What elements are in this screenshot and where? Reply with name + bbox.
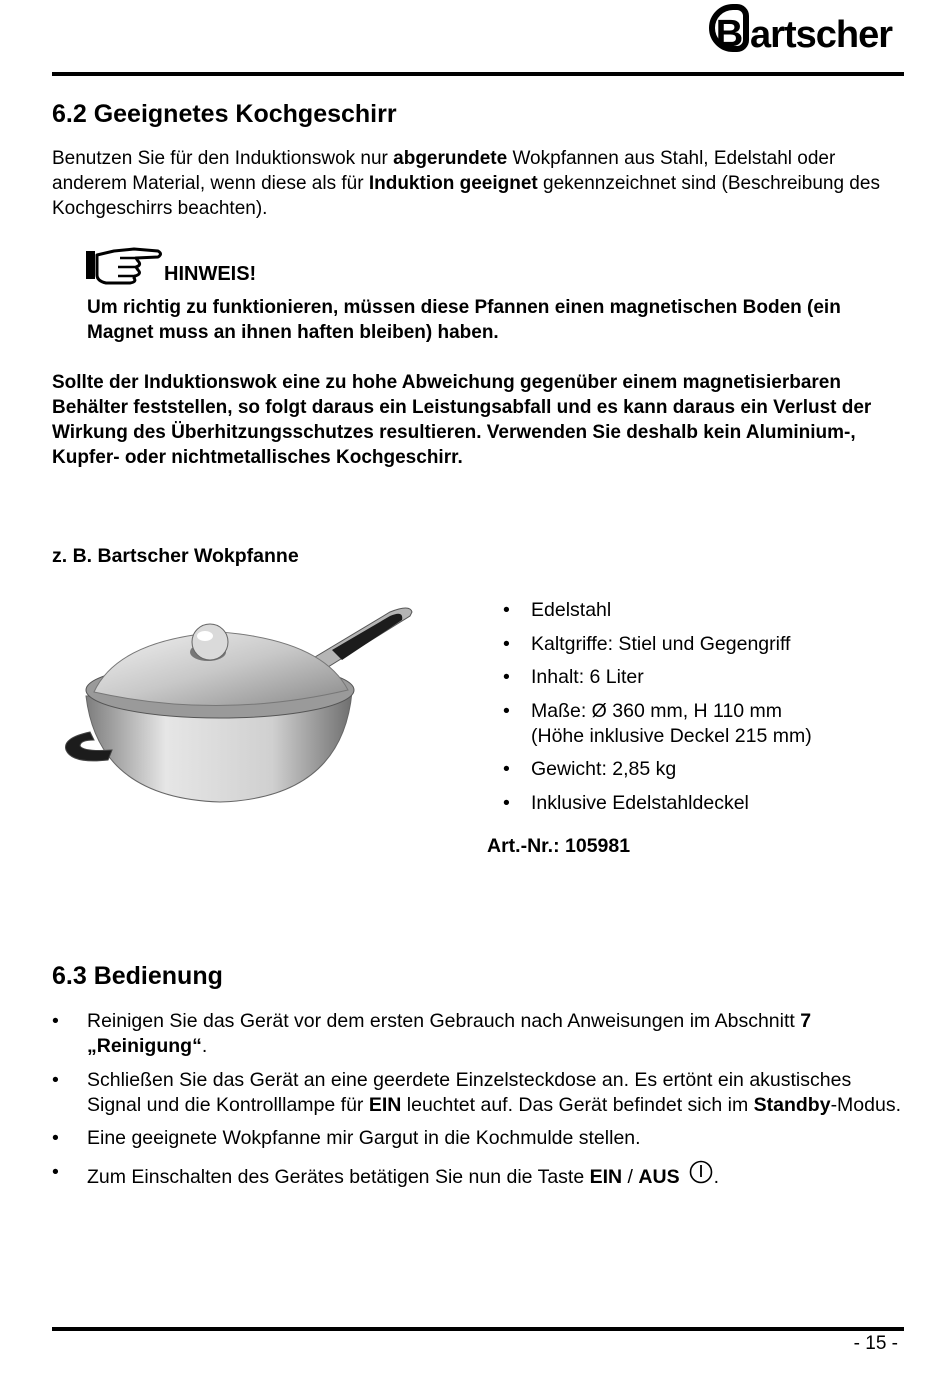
bullet-icon: • <box>503 632 510 655</box>
item-bold: EIN <box>589 1165 623 1188</box>
feature-item <box>503 598 812 623</box>
item-text: Eine geeignete Wokpfanne mir Gargut in die Kochmulde stellen. <box>87 1127 641 1149</box>
item-text: Zum Einschalten des Gerätes betätigen Sie nun die Taste <box>87 1165 590 1188</box>
item-bold: AUS <box>638 1165 680 1188</box>
logo-text: artscher <box>750 14 892 56</box>
hint-text: Um richtig zu funktionieren, müssen diese Pfannen einen magnetischen Boden (ein Magnet muss an ihnen haften bleiben) haben. <box>87 297 841 343</box>
bullet-icon: • <box>52 1010 59 1032</box>
wok-pan-image <box>60 600 420 810</box>
hint-title: HINWEIS! <box>164 263 257 285</box>
feature-item <box>503 791 812 816</box>
page-number: - 15 - <box>853 1333 898 1354</box>
intro-paragraph <box>52 146 912 221</box>
bullet-icon: • <box>503 791 510 814</box>
operation-item <box>52 1126 907 1151</box>
feature-item <box>503 665 812 690</box>
intro-text-1: Benutzen Sie für den Induktionswok nur <box>52 148 394 169</box>
intro-bold-1: abgerundete <box>393 148 508 169</box>
item-text: -Modus. <box>830 1093 902 1116</box>
feature-text: Inhalt: 6 Liter <box>531 666 644 688</box>
operation-item <box>52 1160 907 1190</box>
intro-text-2: Wokpfannen aus Stahl, Edelstahl oder anderem Material, wenn diese als für <box>52 148 836 194</box>
item-text: . <box>713 1165 719 1188</box>
power-button-icon <box>688 1160 714 1186</box>
bartscher-logo <box>709 4 892 66</box>
feature-item <box>503 757 812 782</box>
item-text: Schließen Sie das Gerät an eine geerdete Einzelsteckdose an. Es ertönt ein akustisches Signal und die Kontrolllampe für <box>87 1068 852 1116</box>
feature-text: Kaltgriffe: Stiel und Gegengriff <box>531 632 791 655</box>
section-title-6-3: 6.3 Bedienung <box>52 962 223 990</box>
logo-initial: B <box>709 4 749 52</box>
item-text: Reinigen Sie das Gerät vor dem ersten Gebrauch nach Anweisungen im Abschnitt <box>87 1010 801 1032</box>
intro-bold-2: Induktion geeignet <box>368 173 538 194</box>
operation-item <box>52 1009 907 1059</box>
bullet-icon: • <box>503 699 510 722</box>
bullet-icon: • <box>52 1068 59 1091</box>
bullet-icon: • <box>503 758 510 780</box>
intro-text-3: gekennzeichnet sind (Beschreibung des Kochgeschirrs beachten). <box>52 173 880 219</box>
bullet-icon: • <box>52 1127 59 1149</box>
feature-item <box>503 632 812 657</box>
section-title-6-2: 6.2 Geeignetes Kochgeschirr <box>52 100 397 128</box>
item-text: / <box>622 1165 639 1188</box>
header-rule <box>52 72 904 76</box>
item-bold: 7 „Reinigung“ <box>87 1010 812 1057</box>
article-number: Art.-Nr.: 105981 <box>487 835 631 857</box>
feature-text: Maße: Ø 360 mm, H 110 mm <box>531 699 783 722</box>
bullet-icon: • <box>52 1160 59 1183</box>
item-text: leuchtet auf. Das Gerät befindet sich im <box>401 1093 754 1116</box>
bullet-icon: • <box>503 599 510 621</box>
bullet-icon: • <box>503 666 510 688</box>
example-title: z. B. Bartscher Wokpfanne <box>52 545 299 567</box>
operation-item <box>52 1068 907 1118</box>
operation-list <box>52 1009 907 1198</box>
warning-paragraph: Sollte der Induktionswok eine zu hohe Abweichung gegenüber einem magnetisierbaren Behälter feststellen, so folgt daraus ein Leistungsabfall und es kann daraus ein Verlust der Wirkung des Überhitzungsschutzes resultieren. Verwenden Sie deshalb kein Aluminium-, Kupfer- oder nichtmetallisches Kochgeschirr. <box>52 372 872 468</box>
item-bold: Standby <box>753 1093 831 1116</box>
item-bold: EIN <box>368 1093 402 1116</box>
feature-note: (Höhe inklusive Deckel 215 mm) <box>531 724 812 747</box>
feature-text: Edelstahl <box>531 599 612 621</box>
pointing-hand-icon <box>84 245 164 285</box>
feature-list <box>503 598 812 824</box>
feature-item <box>503 699 812 749</box>
feature-text: Gewicht: 2,85 kg <box>531 758 677 780</box>
feature-text: Inklusive Edelstahldeckel <box>531 791 749 814</box>
item-text: . <box>201 1035 208 1057</box>
footer-rule <box>52 1327 904 1331</box>
